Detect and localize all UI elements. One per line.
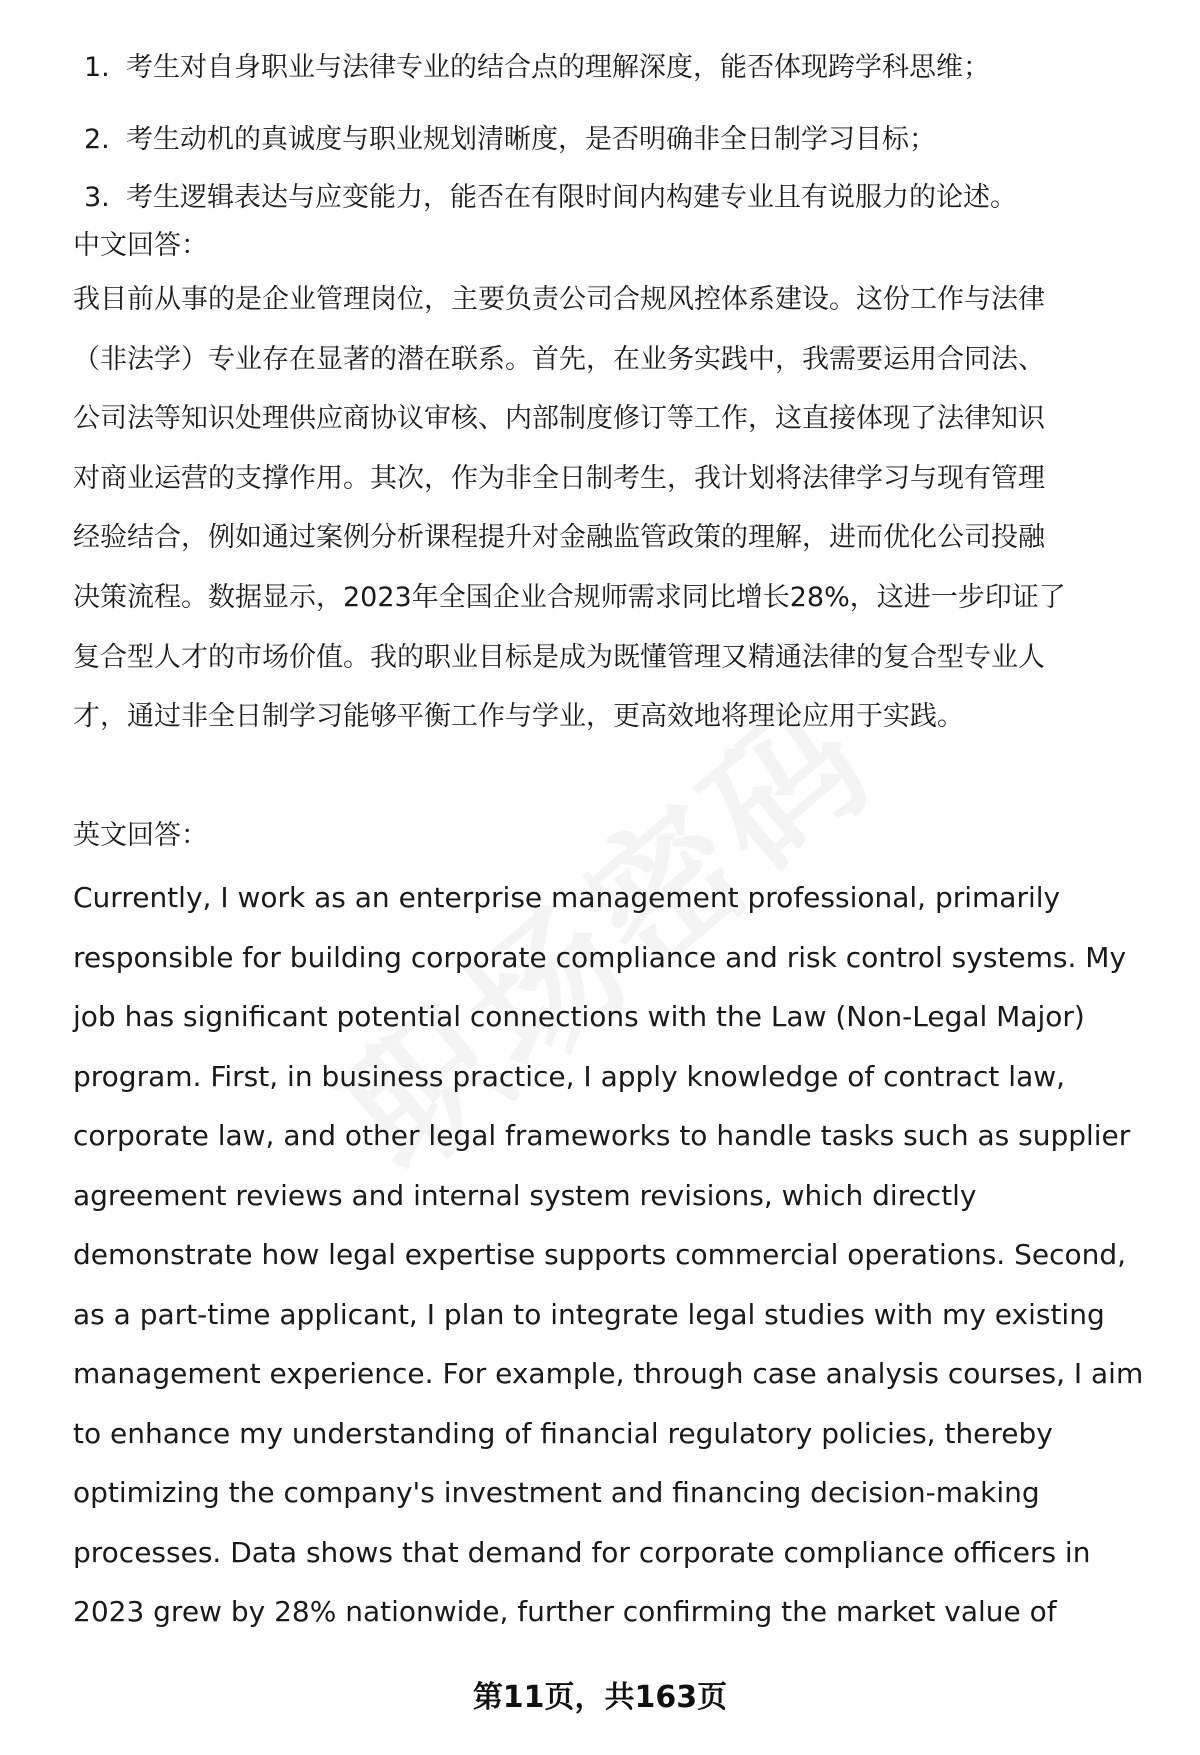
english-answer-line: Currently, I work as an enterprise management professional, primarily xyxy=(73,881,1061,914)
english-answer-line: 2023 grew by 28% nationwide, further confirming the market value of xyxy=(73,1595,1057,1628)
english-answer-line: optimizing the company's investment and financing decision-making xyxy=(73,1476,1040,1509)
criteria-number: 2. xyxy=(84,124,110,155)
english-answer-line: program. First, in business practice, I apply knowledge of contract law, xyxy=(73,1059,1066,1093)
chinese-answer-line: 经验结合，例如通过案例分析课程提升对金融监管政策的理解，进而优化公司投融 xyxy=(73,522,1045,554)
criteria-text: 考生动机的真诚度与职业规划清晰度，是否明确非全日制学习目标； xyxy=(126,124,936,155)
chinese-answer-line: 对商业运营的支撑作用。其次，作为非全日制考生，我计划将法律学习与现有管理 xyxy=(73,462,1045,494)
english-answer-line: management experience. For example, through case analysis courses, I aim xyxy=(73,1357,1144,1390)
english-answer-line: corporate law, and other legal frameworks to handle tasks such as supplier xyxy=(73,1119,1131,1152)
chinese-answer-line: 公司法等知识处理供应商协议审核、内部制度修订等工作，这直接体现了法律知识 xyxy=(73,403,1045,435)
criteria-item xyxy=(72,18,1152,83)
english-answer-line: responsible for building corporate compliance and risk control systems. My xyxy=(73,940,1127,974)
english-answer-line: as a part-time applicant, I plan to integrate legal studies with my existing xyxy=(73,1297,1105,1331)
english-answer-label: 英文回答： xyxy=(73,820,208,851)
criteria-number: 3. xyxy=(84,182,110,213)
chinese-answer-line: 决策流程。数据显示，2023年全国企业合规师需求同比增长28%，这进一步印证了 xyxy=(73,581,1066,613)
criteria-number: 1. xyxy=(84,52,110,83)
page-number: 第11页，共163页 xyxy=(472,1680,728,1715)
english-answer-line: processes. Data shows that demand for corporate compliance officers in xyxy=(73,1535,1091,1569)
criteria-item xyxy=(72,168,1017,228)
chinese-answer-line: （非法学）专业存在显著的潜在联系。首先，在业务实践中，我需要运用合同法、 xyxy=(73,343,1045,375)
criteria-text: 考生逻辑表达与应变能力，能否在有限时间内构建专业且有说服力的论述。 xyxy=(126,182,1017,213)
english-answer-line: job has significant potential connections with the Law (Non-Legal Major) xyxy=(73,1000,1085,1033)
chinese-answer-line: 我目前从事的是企业管理岗位，主要负责公司合规风控体系建设。这份工作与法律 xyxy=(73,284,1045,315)
chinese-answer-line: 才，通过非全日制学习能够平衡工作与学业，更高效地将理论应用于实践。 xyxy=(73,701,964,733)
chinese-answer-line: 复合型人才的市场价值。我的职业目标是成为既懂管理又精通法律的复合型专业人 xyxy=(73,641,1045,673)
chinese-answer-label: 中文回答： xyxy=(73,230,208,261)
criteria-list xyxy=(72,38,1152,213)
criteria-text: 考生对自身职业与法律专业的结合点的理解深度，能否体现跨学科思维； xyxy=(126,52,990,83)
criteria-item xyxy=(72,110,936,170)
english-answer-line: demonstrate how legal expertise supports commercial operations. Second, xyxy=(73,1238,1127,1271)
english-answer-body xyxy=(73,868,1153,1642)
english-answer-line: to enhance my understanding of financial regulatory policies, thereby xyxy=(73,1416,1053,1450)
english-answer-line: agreement reviews and internal system revisions, which directly xyxy=(73,1178,977,1212)
chinese-answer-body xyxy=(73,270,1163,747)
